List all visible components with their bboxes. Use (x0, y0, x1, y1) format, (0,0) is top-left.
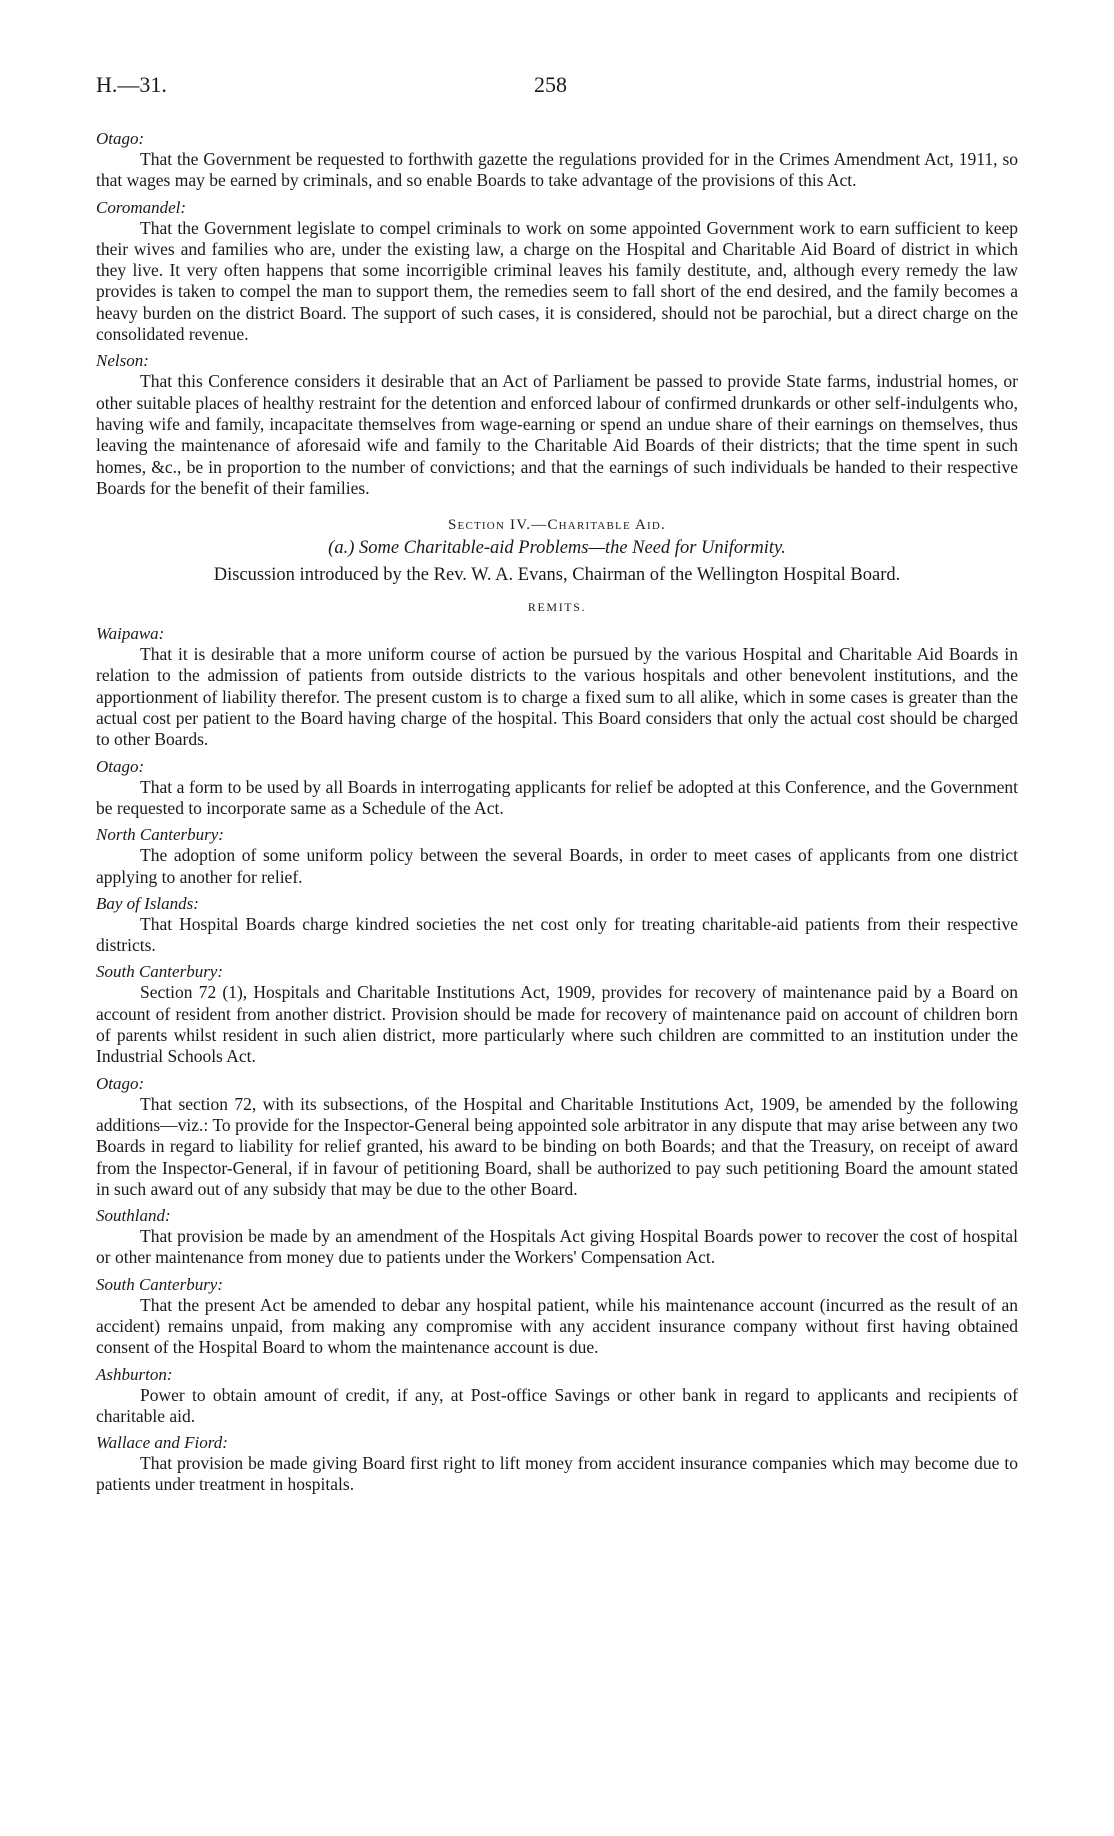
remit-text: That the Government legislate to compel criminals to work on some appointed Government work to earn sufficient to keep their wives and families who are, under the existing law, a charge on the Hospital and Charitable Aid Board of district in which they live. It very often happens that some incorrigible criminal leaves his family destitute, and, although every remedy the law provides is taken to compel the man to support them, the remedies seem to fall short of the end desired, and the family becomes a heavy burden on the district Board. The support of such cases, it is considered, should not be parochial, but a direct charge on the consolidated revenue. (96, 217, 1018, 345)
remit-block (96, 1432, 1018, 1496)
remit-source: Otago: (96, 129, 145, 148)
remit-source: Otago: (96, 756, 145, 776)
remit-text: That it is desirable that a more uniform course of action be pursued by the various Hospital and Charitable Aid Boards in relation to the admission of patients from outside districts to the various hospitals and other benevolent institutions, and the apportionment of liability therefor. The present custom is to charge a fixed sum to all alike, which in some cases is greater than the actual cost per patient to the Board having charge of the hospital. This Board considers that only the actual cost should be charged to other Boards. (96, 644, 1018, 750)
remit-source: Waipawa: (96, 624, 165, 644)
document-reference: H.—31. (96, 72, 167, 97)
remit-source: Southland: (96, 1206, 171, 1226)
remit-source: Bay of Islands: (96, 893, 199, 913)
remit-block (96, 197, 1018, 346)
remit-block (96, 623, 1018, 750)
remit-text: The adoption of some uniform policy between the several Boards, in order to meet cases of applicants from one district applying to another for relief. (96, 845, 1018, 887)
remit-source: South Canterbury: (96, 1274, 224, 1294)
remit-source: Wallace and Fiord: (96, 1433, 228, 1453)
remit-block (96, 128, 1018, 192)
remit-text: That Hospital Boards charge kindred societies the net cost only for treating charitable-aid patients from their respective districts. (96, 913, 1018, 956)
section-intro: Discussion introduced by the Rev. W. A. Evans, Chairman of the Wellington Hospital Board. (213, 565, 901, 586)
remits-label: REMITS. (527, 600, 587, 615)
remit-text: Power to obtain amount of credit, if any, at Post-office Savings or other bank in regard to applicants and recipients of charitable aid. (96, 1384, 1018, 1426)
remit-block (96, 961, 1018, 1067)
remit-text: That the present Act be amended to debar any hospital patient, while his maintenance account (incurred as the result of an accident) remains unpaid, from making any compromise with any accident insurance company without first having obtained consent of the Hospital Board to whom the maintenance account is due. (96, 1294, 1018, 1358)
remit-block (96, 350, 1018, 499)
remit-block (96, 1205, 1018, 1269)
remit-text: Section 72 (1), Hospitals and Charitable Institutions Act, 1909, provides for recovery of maintenance paid by a Board on account of resident from another district. Provision should be made for recovery of maintenance paid on account of children born of parents whilst resident in such alien district, more particularly where such children are committed to an institution under the Industrial Schools Act. (96, 982, 1018, 1067)
remit-source: North Canterbury: (96, 825, 224, 845)
remit-text: That provision be made giving Board first right to lift money from accident insurance companies which may become due to patients under treatment in hospitals. (96, 1453, 1018, 1495)
page-header (96, 72, 1018, 102)
remit-text: That the Government be requested to forthwith gazette the regulations provided for in the Crimes Amendment Act, 1911, so that wages may be earned by criminals, and so enable Boards to take advantage of the provisions of this Act. (96, 149, 1018, 191)
remit-text: That this Conference considers it desirable that an Act of Parliament be passed to provide State farms, industrial homes, or other suitable places of healthy restraint for the detention and enforced labour of confirmed drunkards or other self-indulgents who, having wife and family, incapacitate themselves from wage-earning or spend an undue share of their earnings on themselves, thus leaving the maintenance of aforesaid wife and family to the Charitable Aid Boards of their districts; that the time spent in such homes, &c., be in proportion to the number of convictions; and that the earnings of such individuals be handed to their respective Boards for the benefit of their families. (96, 371, 1018, 498)
page-body (96, 128, 1018, 1501)
remit-source: South Canterbury: (96, 962, 224, 982)
remit-source: Coromandel: (96, 197, 187, 217)
remit-text: That a form to be used by all Boards in interrogating applicants for relief be adopted at this Conference, and the Government be requested to incorporate same as a Schedule of the Act. (96, 776, 1018, 818)
remit-text: That provision be made by an amendment of the Hospitals Act giving Hospital Boards power to recover the cost of hospital or other maintenance from money due to patients under the Workers' Compensation Act. (96, 1226, 1018, 1268)
remit-block (96, 756, 1018, 820)
remit-block (96, 1073, 1018, 1200)
remit-block (96, 893, 1018, 957)
section-subheading: (a.) Some Charitable-aid Problems—the Need for Uniformity. (328, 538, 786, 559)
remit-source: Nelson: (96, 351, 149, 371)
section-heading: Section IV.—Charitable Aid. (447, 517, 667, 534)
remit-source: Ashburton: (96, 1364, 173, 1384)
remit-text: That section 72, with its subsections, of the Hospital and Charitable Institutions Act, 1909, be amended by the following additions—viz.: To provide for the Inspector-General being appointed sole arbitrator in any dispute that may arise between any two Boards in regard to liability for relief granted, his award to be binding on both Boards; and that the Treasury, on receipt of award from the Inspector-General, if in favour of petitioning Board, shall be authorized to pay such petitioning Board the amount stated in such award out of any subsidy that may be due to the other Board. (96, 1093, 1018, 1199)
remit-block (96, 1274, 1018, 1359)
page-number: 258 (534, 72, 567, 97)
remit-block (96, 824, 1018, 888)
remit-source: Otago: (96, 1073, 145, 1093)
remit-block (96, 1364, 1018, 1428)
